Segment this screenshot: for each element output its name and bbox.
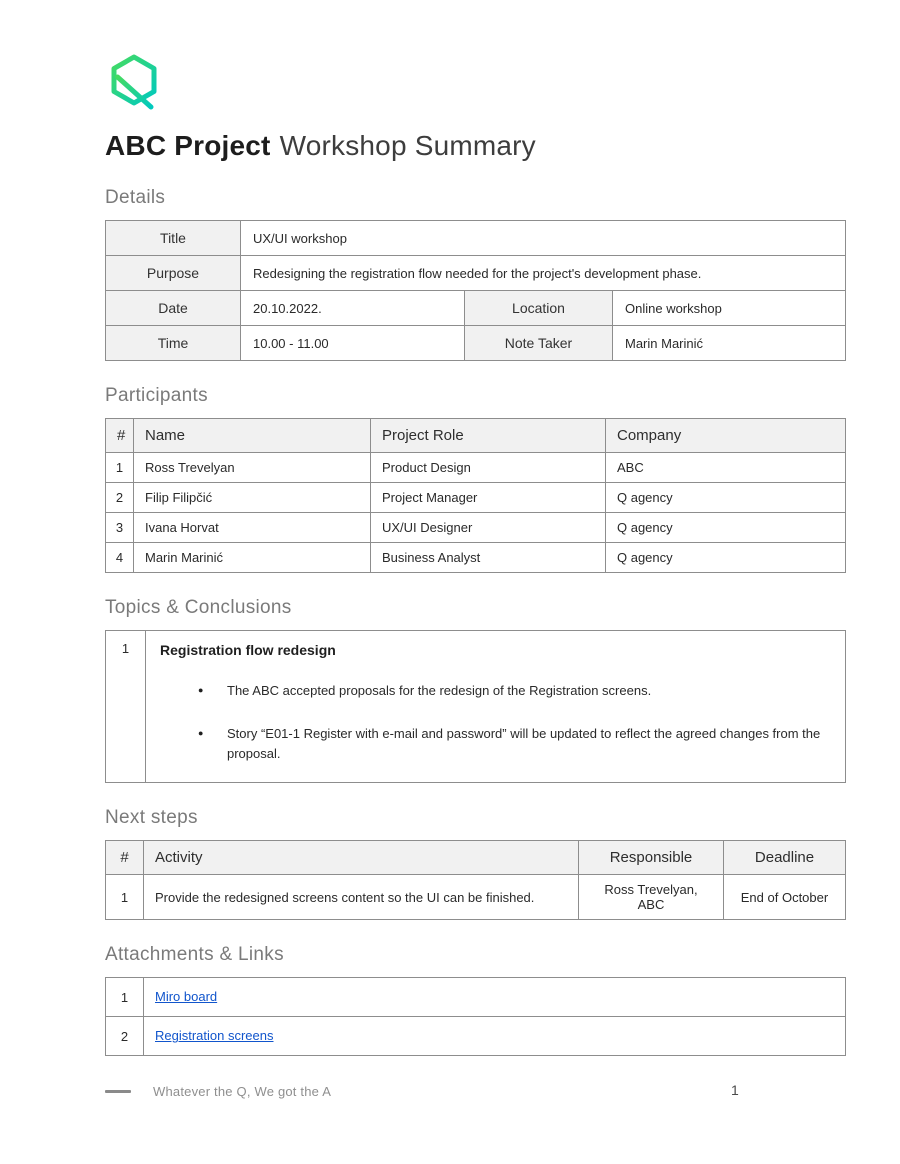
attachment-number: 2 [106,1017,144,1056]
topic-bullet: ● The ABC accepted proposals for the redesign of the Registration screens. [198,681,831,701]
footer-dash-icon [105,1090,131,1093]
topic-title: Registration flow redesign [160,642,336,658]
attachment-link-cell [144,978,846,1017]
topics-table [105,630,846,783]
details-title-value: UX/UI workshop [241,221,846,256]
participant-role: Business Analyst [371,543,606,573]
next-step-responsible: Ross Trevelyan, ABC [579,875,724,920]
table-row [106,256,846,291]
table-row [106,326,846,361]
participant-name: Marin Marinić [134,543,371,573]
details-title-label: Title [106,221,241,256]
participant-role: UX/UI Designer [371,513,606,543]
table-row [106,483,846,513]
participants-col-number: # [106,419,134,453]
details-notetaker-value: Marin Marinić [613,326,846,361]
next-steps-col-activity: Activity [144,841,579,875]
next-step-activity: Provide the redesigned screens content so the UI can be finished. [144,875,579,920]
section-heading-details: Details [105,187,166,208]
participant-role: Project Manager [371,483,606,513]
details-time-label: Time [106,326,241,361]
attachment-link-cell [144,1017,846,1056]
table-row [106,291,846,326]
topic-bullet: ● Story “E01-1 Register with e-mail and password” will be updated to reflect the agreed changes from the proposal. [198,724,831,764]
participant-name: Filip Filipčić [134,483,371,513]
participant-name: Ivana Horvat [134,513,371,543]
page-number: 1 [731,1082,739,1098]
next-steps-col-deadline: Deadline [724,841,846,875]
attachment-number: 1 [106,978,144,1017]
participant-company: Q agency [606,483,846,513]
participant-company: Q agency [606,513,846,543]
participant-name: Ross Trevelyan [134,453,371,483]
next-steps-table [105,840,846,920]
miro-board-link[interactable]: Miro board [155,989,218,1005]
table-row [106,978,846,1017]
table-row [106,221,846,256]
next-step-number: 1 [106,875,144,920]
participant-company: ABC [606,453,846,483]
participants-col-name: Name [134,419,371,453]
details-notetaker-label: Note Taker [465,326,613,361]
participant-number: 2 [106,483,134,513]
details-location-value: Online workshop [613,291,846,326]
table-row [106,543,846,573]
details-purpose-value: Redesigning the registration flow needed for the project's development phase. [241,256,846,291]
q-agency-logo-icon [105,52,163,114]
participant-number: 1 [106,453,134,483]
topic-bullet-list [160,681,831,764]
details-date-label: Date [106,291,241,326]
page-title [105,128,845,163]
page-footer [105,1084,845,1099]
table-row [106,453,846,483]
table-row [106,631,846,783]
page-title-suffix: Workshop Summary [279,130,536,161]
next-steps-col-number: # [106,841,144,875]
table-row [106,875,846,920]
section-heading-topics: Topics & Conclusions [105,597,292,618]
next-step-deadline: End of October [724,875,846,920]
participant-number: 4 [106,543,134,573]
participant-role: Product Design [371,453,606,483]
details-date-value: 20.10.2022. [241,291,465,326]
details-table [105,220,846,361]
participant-number: 3 [106,513,134,543]
participants-col-company: Company [606,419,846,453]
participants-col-role: Project Role [371,419,606,453]
table-header-row [106,419,846,453]
topic-body [146,631,846,783]
registration-screens-link[interactable]: Registration screens [155,1028,274,1044]
next-steps-col-responsible: Responsible [579,841,724,875]
participants-table [105,418,846,573]
participant-company: Q agency [606,543,846,573]
details-location-label: Location [465,291,613,326]
topic-number: 1 [106,631,146,783]
attachments-table [105,977,846,1056]
section-heading-participants: Participants [105,385,208,406]
page-title-project: ABC Project [105,130,271,161]
section-heading-next-steps: Next steps [105,807,198,829]
section-heading-attachments: Attachments & Links [105,944,284,966]
footer-tagline: Whatever the Q, We got the A [153,1084,332,1099]
table-header-row [106,841,846,875]
details-purpose-label: Purpose [106,256,241,291]
table-row [106,513,846,543]
table-row [106,1017,846,1056]
details-time-value: 10.00 - 11.00 [241,326,465,361]
